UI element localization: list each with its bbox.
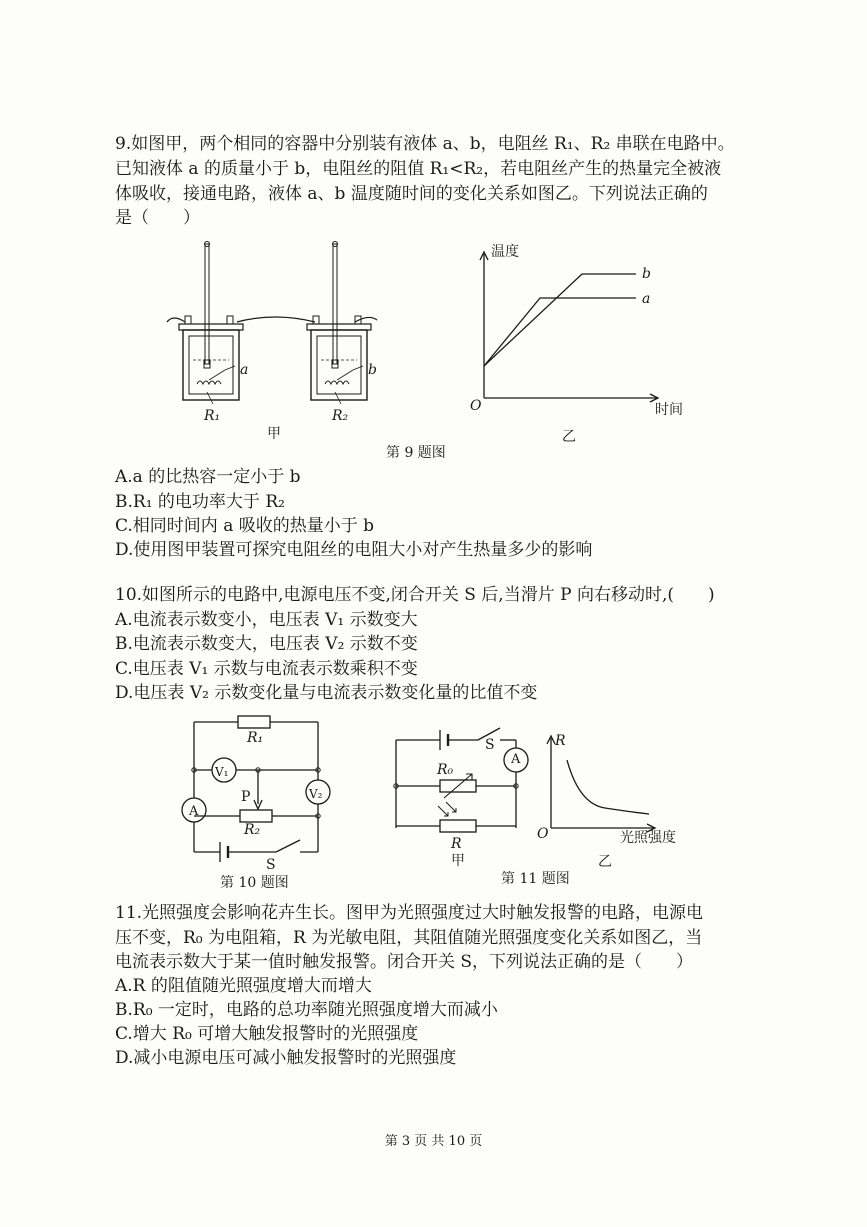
q11-resistance-curve [567,760,649,814]
q9-series-b-line [484,274,636,366]
q10-option-b: B.电流表示数变大，电压表 V₂ 示数不变 [115,634,418,654]
q11-r0-label: R₀ [437,762,454,778]
q11-figure-caption: 第 11 题图 [501,871,570,887]
q11-ammeter-label: A [511,752,521,767]
page-footer: 第 3 页 共 10 页 [384,1134,483,1149]
q11-option-a: A.R 的阻值随光照强度增大而增大 [115,976,372,996]
q11-option-c: C.增大 R₀ 可增大触发报警时的光照强度 [115,1024,419,1044]
q10-stem: 10.如图所示的电路中,电源电压不变,闭合开关 S 后,当滑片 P 向右移动时,( ) [115,585,715,605]
q10-r1-label: R₁ [247,730,264,746]
q9-fig-yi-graph [470,248,670,408]
q9-option-a: A.a 的比热容一定小于 b [115,467,301,487]
q11-graph-origin: O [537,826,549,842]
q10-option-c: C.电压表 V₁ 示数与电流表示数乘积不变 [115,659,418,679]
q10-slider-label: P [241,789,251,805]
q10-r2-label: R₂ [244,822,261,838]
q11-option-d: D.减小电源电压可减小触发报警时的光照强度 [115,1048,457,1068]
q10-v2-label: V₂ [309,787,323,801]
q9-graph-series-b-label: b [642,266,651,282]
q11-graph-xlabel: 光照强度 [620,830,676,846]
q11-switch-label: S [485,737,495,753]
q9-fig-yi-caption: 乙 [562,429,576,445]
q9-liquid-a-label: a [240,362,249,378]
q9-stem-line-4: 是（ ） [115,208,200,228]
q9-liquid-b-label: b [368,362,377,378]
q9-option-b: B.R₁ 的电功率大于 R₂ [115,492,285,512]
q10-option-d: D.电压表 V₂ 示数变化量与电流表示数变化量的比值不变 [115,683,538,703]
q10-option-a: A.电流表示数变小，电压表 V₁ 示数变大 [115,610,418,630]
q10-switch-label: S [266,857,276,873]
q11-r-label: R [451,836,462,852]
q9-stem-line-2: 已知液体 a 的质量小于 b，电阻丝的阻值 R₁<R₂，若电阻丝产生的热量完全被液 [115,159,722,179]
q9-graph-origin: O [470,398,482,414]
q9-fig-jia-caption: 甲 [267,426,281,442]
q11-stem-line-1: 11.光照强度会影响花卉生长。图甲为光照强度过大时触发报警的电路，电源电 [115,903,704,923]
q11-option-b: B.R₀ 一定时，电路的总功率随光照强度增大而减小 [115,1000,498,1020]
q10-ammeter-label: A [189,804,199,819]
q9-fig-jia-apparatus [165,240,385,420]
q11-fig-yi-caption: 乙 [598,854,612,870]
q11-graph-ylabel: R [555,733,566,749]
q9-option-d: D.使用图甲装置可探究电阻丝的电阻大小对产生热量多少的影响 [115,540,593,560]
q10-figure-caption: 第 10 题图 [220,875,289,891]
q9-graph-series-a-label: a [642,291,651,307]
q9-series-a-line [484,298,636,366]
q9-r1-label: R₁ [204,408,221,424]
q11-fig-jia-caption: 甲 [451,853,465,869]
q9-option-c: C.相同时间内 a 吸收的热量小于 b [115,516,375,536]
q9-graph-ylabel: 温度 [491,244,519,260]
q9-figure-caption: 第 9 题图 [386,445,446,461]
q11-circuit-diagram [392,722,532,838]
q10-v1-label: V₁ [215,765,229,779]
q9-stem-line-3: 体吸收，接通电路，液体 a、b 温度随时间的变化关系如图乙。下列说法正确的 [115,184,708,204]
q11-resistance-graph [545,732,685,832]
q11-stem-line-2: 压不变，R₀ 为电阻箱，R 为光敏电阻，其阻值随光照强度变化关系如图乙，当 [115,928,703,948]
q9-stem-line-1: 9.如图甲，两个相同的容器中分别装有液体 a、b，电阻丝 R₁、R₂ 串联在电路中。 [115,134,735,154]
q11-stem-line-3: 电流表示数大于某一值时触发报警。闭合开关 S，下列说法正确的是（ ） [115,952,694,972]
q9-graph-xlabel: 时间 [655,402,683,418]
q9-r2-label: R₂ [332,408,349,424]
